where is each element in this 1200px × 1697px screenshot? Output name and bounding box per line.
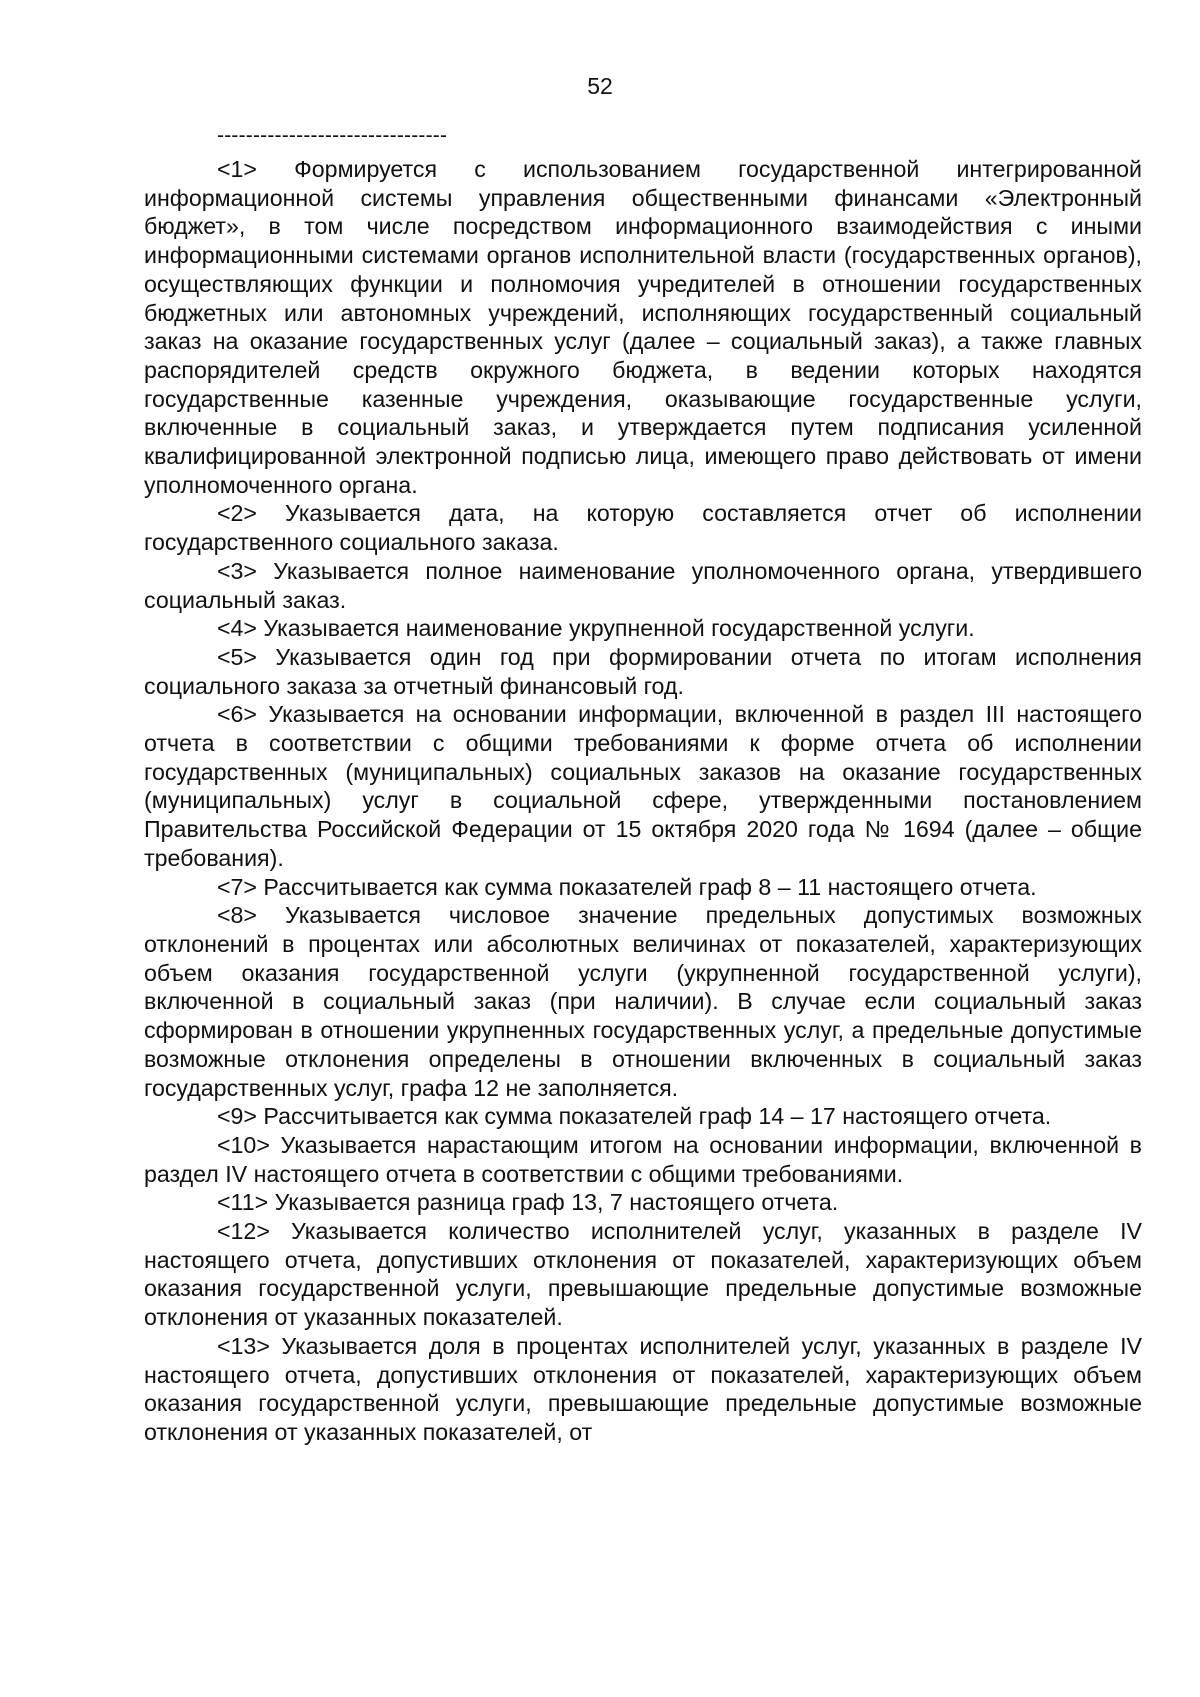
footnote-8: <8> Указывается числовое значение предельных допустимых возможных отклонений в процентах или абсолютных величинах от показателей, характеризующих объем оказания государственной услуги (укрупненной государственной услуги), включенной в социальный заказ (при наличии). В случае если социальный заказ сформирован в отношении укрупненных государственных услуг, а предельные допустимые возможные отклонения определены в отношении включенных в социальный заказ государственных услуг, графа 12 не заполняется.: [144, 902, 1142, 1101]
footnote-12: <12> Указывается количество исполнителей услуг, указанных в разделе IV настоящего отчета, допустивших отклонения от показателей, характеризующих объем оказания государственной услуги, превышающие предельные допустимые возможные отклонения от указанных показателей.: [144, 1218, 1142, 1331]
footnote-1: <1> Формируется с использованием государственной интегрированной информационной системы управления общественными финансами «Электронный бюджет», в том числе посредством информационного взаимодействия с иными информационными системами органов исполнительной власти (государственных органов), осуществляющих функции и полномочия учредителей в отношении государственных бюджетных или автономных учреждений, исполняющих государственный социальный заказ на оказание государственных услуг (далее – социальный заказ), а также главных распорядителей средств окружного бюджета, в ведении которых находятся государственные казенные учреждения, оказывающие государственные услуги, включенные в социальный заказ, и утверждается путем подписания усиленной квалифицированной электронной подписью лица, имеющего право действовать от имени уполномоченного органа.: [144, 156, 1142, 498]
page-number: 52: [587, 73, 613, 99]
footnote-13: <13> Указывается доля в процентах исполнителей услуг, указанных в разделе IV настоящего отчета, допустивших отклонения от показателей, характеризующих объем оказания государственной услуги, превышающие предельные допустимые возможные отклонения от указанных показателей, от: [144, 1332, 1142, 1445]
footnote-4: <4> Указывается наименование укрупненной государственной услуги.: [217, 615, 975, 642]
footnote-6: <6> Указывается на основании информации, включенной в раздел III настоящего отчета в соответствии с общими требованиями к форме отчета об исполнении государственных (муниципальных) социальных заказов на оказание государственных (муниципальных) услуг в социальной сфере, утвержденными постановлением Правительства Российской Федерации от 15 октября 2020 года № 1694 (далее – общие требования).: [144, 701, 1142, 871]
footnotes-block: [144, 155, 1142, 1447]
footnote-7: <7> Рассчитывается как сумма показателей граф 8 – 11 настоящего отчета.: [217, 873, 1037, 900]
footnote-5: <5> Указывается один год при формировании отчета по итогам исполнения социального заказа за отчетный финансовый год.: [144, 643, 1142, 699]
footnote-2: <2> Указывается дата, на которую составляется отчет об исполнении государственного социального заказа.: [144, 500, 1142, 556]
footnote-3: <3> Указывается полное наименование уполномоченного органа, утвердившего социальный заказ.: [144, 557, 1142, 613]
footnote-9: <9> Рассчитывается как сумма показателей граф 14 – 17 настоящего отчета.: [217, 1103, 1052, 1130]
footnote-10: <10> Указывается нарастающим итогом на основании информации, включенной в раздел IV настоящего отчета в соответствии с общими требованиями.: [144, 1131, 1142, 1187]
footnote-11: <11> Указывается разница граф 13, 7 настоящего отчета.: [217, 1189, 839, 1216]
footnote-separator: --------------------------------: [217, 124, 448, 147]
